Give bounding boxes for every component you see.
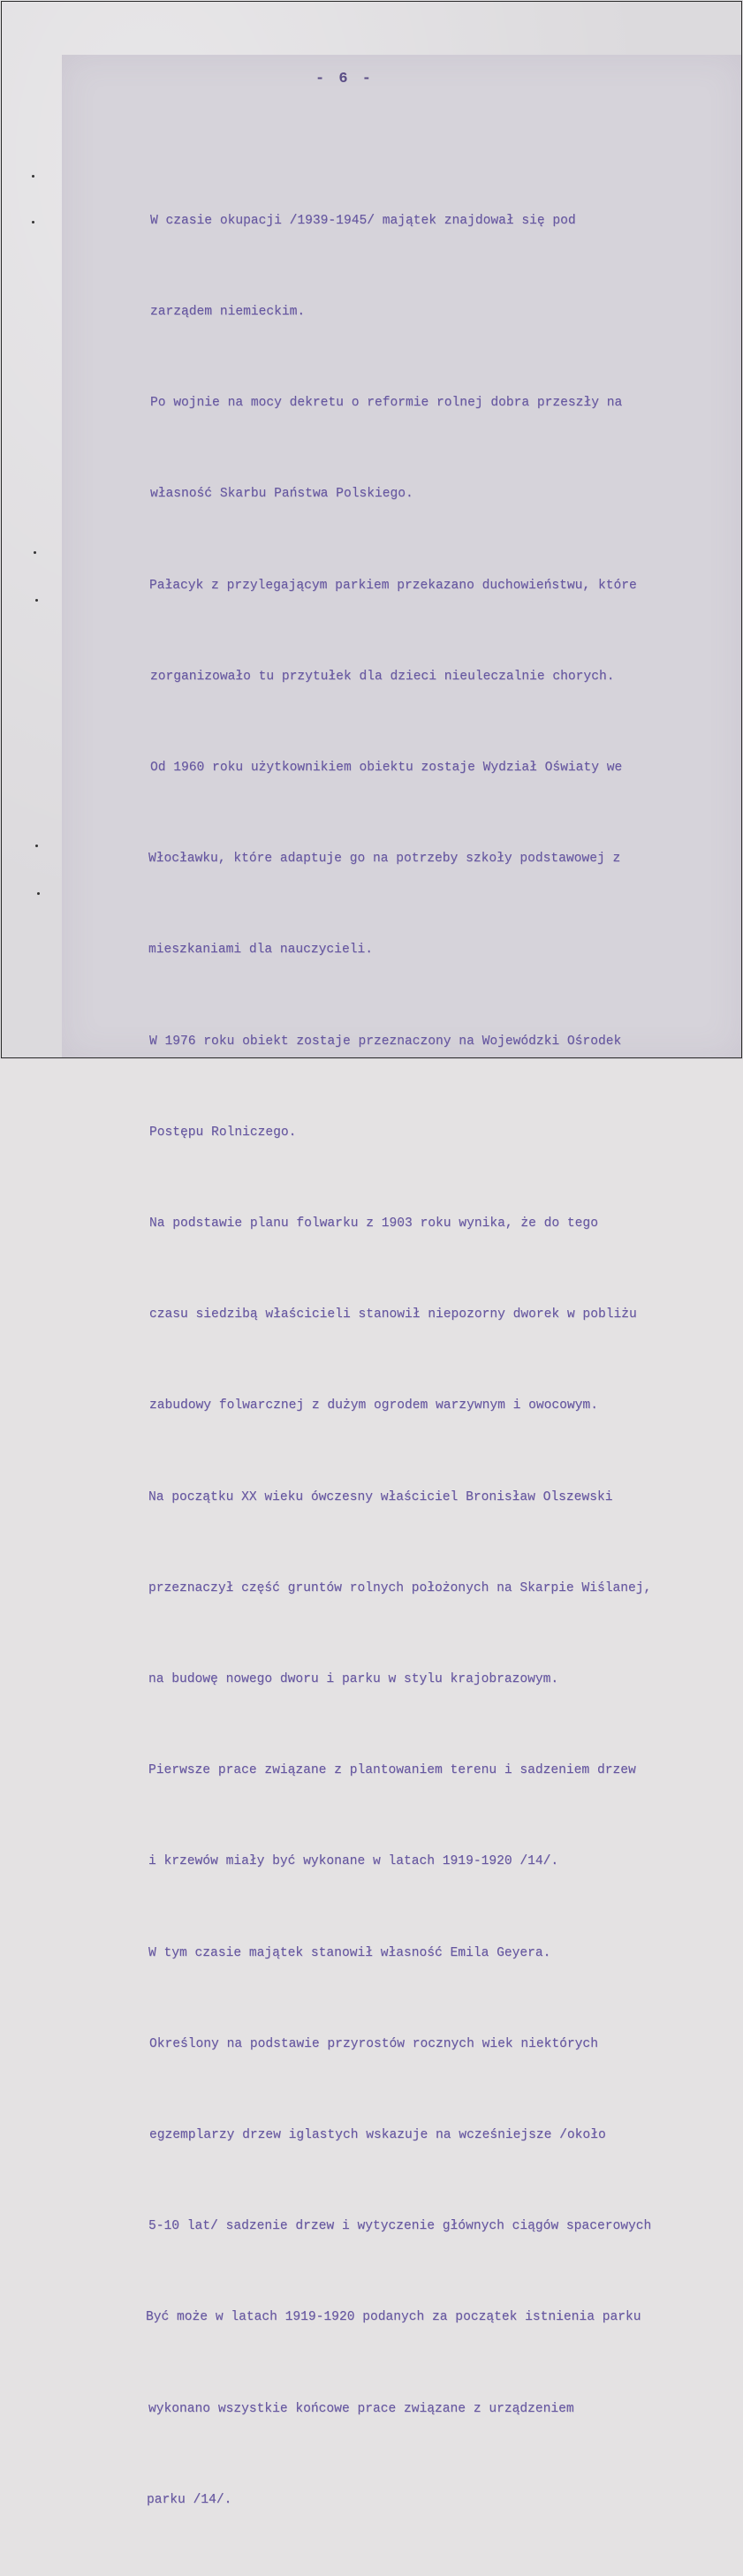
text-line: Być może w latach 1919-1920 podanych za początek istnienia parku <box>146 2310 641 2325</box>
text-line: własność Skarbu Państwa Polskiego. <box>150 487 413 502</box>
text-line: na budowę nowego dworu i parku w stylu krajobrazowym. <box>148 1672 559 1687</box>
page-number: - 6 - <box>315 71 375 87</box>
text-line: przeznaczył część gruntów rolnych położonych na Skarpie Wiślanej, <box>148 1580 652 1595</box>
text-line: Pierwsze prace związane z plantowaniem terenu i sadzeniem drzew <box>148 1763 636 1778</box>
text-line: egzemplarzy drzew iglastych wskazuje na wcześniejsze /około <box>149 2128 606 2143</box>
text-line: zarządem niemieckim. <box>150 305 306 320</box>
text-line: Od 1960 roku użytkownikiem obiektu zostaje Wydział Oświaty we <box>150 761 623 776</box>
text-line: wykonano wszystkie końcowe prace związane z urządzeniem <box>148 2401 574 2416</box>
text-line: W tym czasie majątek stanowił własność Emila Geyera. <box>148 1945 551 1960</box>
text-line: Po wojnie na mocy dekretu o reformie rolnej dobra przeszły na <box>150 396 623 411</box>
text-line: Postępu Rolniczego. <box>149 1125 297 1140</box>
text-line: W 1976 roku obiekt zostaje przeznaczony na Wojewódzki Ośrodek <box>149 1034 622 1049</box>
text-line: Na początku XX wieku ówczesny właściciel Bronisław Olszewski <box>148 1489 613 1504</box>
scan-speck <box>32 221 34 224</box>
text-line: W czasie okupacji /1939-1945/ majątek znajdował się pod <box>150 213 576 228</box>
text-line: mieszkaniami dla nauczycieli. <box>148 943 373 958</box>
text-line: parku /14/. <box>147 2492 232 2507</box>
text-line: Włocławku, które adaptuje go na potrzeby szkoły podstawowej z <box>148 852 621 867</box>
text-line: 5-10 lat/ sadzenie drzew i wytyczenie głównych ciągów spacerowych <box>148 2219 652 2234</box>
text-line: Określony na podstawie przyrostów rocznych wiek niektórych <box>149 2036 598 2051</box>
text-line: zabudowy folwarcznej z dużym ogrodem warzywnym i owocowym. <box>149 1398 598 1413</box>
scan-speck <box>35 599 38 602</box>
scan-speck <box>32 175 34 178</box>
text-line: i krzewów miały być wykonane w latach 1919-1920 /14/. <box>148 1854 559 1869</box>
text-line: zorganizowało tu przytułek dla dzieci nieuleczalnie chorych. <box>150 669 615 684</box>
scan-speck <box>35 845 38 847</box>
text-line: czasu siedzibą właścicieli stanowił niepozorny dworek w pobliżu <box>149 1307 637 1322</box>
text-line: Pałacyk z przylegającym parkiem przekazano duchowieństwu, które <box>149 578 637 593</box>
scan-speck <box>37 892 40 895</box>
scan-speck <box>34 551 36 554</box>
text-line: Na podstawie planu folwarku z 1903 roku wynika, że do tego <box>149 1216 598 1231</box>
body-text <box>141 145 735 2576</box>
